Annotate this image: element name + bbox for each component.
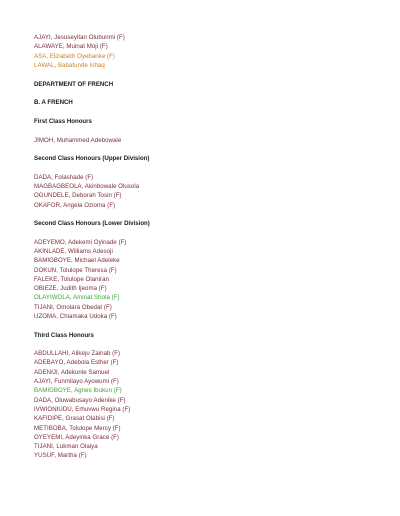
graduate-name-entry: DADA, Oluwabusayo Adenike (F) — [34, 396, 126, 404]
first-class-heading: First Class Honours — [34, 118, 92, 126]
department-heading: DEPARTMENT OF FRENCH — [34, 80, 114, 88]
graduate-name-entry: AJAYI, Jesuseyitan Olubunmi (F) — [34, 34, 125, 41]
graduate-name-entry: FALEKE, Tolulope Olaniran — [34, 275, 109, 283]
graduate-name-entry: KAFIDIPE, Grasat Olabisi (F) — [34, 415, 115, 423]
second-upper-list — [34, 173, 364, 210]
graduate-name-entry: OGUNDELE, Deborah Tosin (F) — [34, 192, 122, 200]
graduate-name-entry: YUSUF, Martha (F) — [34, 452, 87, 460]
graduate-name-entry: ADEYEMO, Adekemi Oyinade (F) — [34, 238, 127, 246]
graduate-name-entry: ASA, Elizabeth Oyebanke (F) — [34, 52, 115, 60]
graduate-name-entry: BAMIGBOYE, Agnes Ibukun (F) — [34, 387, 122, 395]
graduate-name-entry: TIJANI, Lukman Olaiya — [34, 443, 98, 451]
graduate-name-entry: ALAWAYE, Muinat Moji (F) — [34, 43, 108, 51]
intro-name-list — [34, 33, 364, 70]
graduate-name-entry: TIJANI, Omolara Obedat (F) — [34, 303, 112, 311]
first-class-list — [34, 136, 364, 145]
second-upper-heading: Second Class Honours (Upper Division) — [34, 155, 150, 163]
graduate-name-entry: OYEYEMI, Adeyinka Grace (F) — [34, 433, 119, 441]
graduate-name-entry: DOKUN, Tolulope Theresa (F) — [34, 266, 117, 274]
graduate-name-entry: LAWAL, Babatunde Ishaq — [34, 61, 105, 69]
graduate-name-entry: BAMIGBOYE, Michael Adeleke — [34, 257, 120, 265]
graduate-name-entry: ADEBAYO, Adebola Esther (F) — [34, 359, 119, 367]
third-class-list — [34, 349, 364, 461]
third-class-heading: Third Class Honours — [34, 331, 94, 339]
graduate-name-entry: DADA, Folashade (F) — [34, 173, 94, 181]
graduate-name-entry: METIBOBA, Tolulope Mercy (F) — [34, 424, 121, 432]
graduate-name-entry: OLAYIWOLA, Aminat Shola (F) — [34, 294, 120, 302]
graduate-name-entry: ABDULLAHI, Alikeju Zainab (F) — [34, 350, 121, 358]
graduate-name-entry: JIMOH, Muhammed Adebowale — [34, 136, 122, 144]
graduate-name-entry: AKINLADE, Williams Adesoji — [34, 247, 113, 255]
graduate-name-entry: OKAFOR, Angela Ozioma (F) — [34, 201, 116, 209]
second-lower-heading: Second Class Honours (Lower Division) — [34, 220, 150, 228]
graduate-name-entry: OBIEZE, Judith Ijeoma (F) — [34, 285, 107, 293]
graduate-name-entry: MAGBAGBEOLA, Akinbowale Olusola — [34, 182, 140, 190]
document-content — [34, 33, 364, 461]
programme-heading: B. A FRENCH — [34, 99, 73, 107]
graduate-name-entry: AJAYI, Funmilayo Ayowumi (F) — [34, 378, 119, 386]
second-lower-list — [34, 238, 364, 322]
graduate-name-entry: UZOMA, Chiamaka Udoka (F) — [34, 313, 117, 321]
graduate-name-entry: ADENIJI, Adekunle Samuel — [34, 368, 110, 376]
graduate-name-entry: IVWIONIUDU, Erhuvwu Regina (F) — [34, 405, 131, 413]
